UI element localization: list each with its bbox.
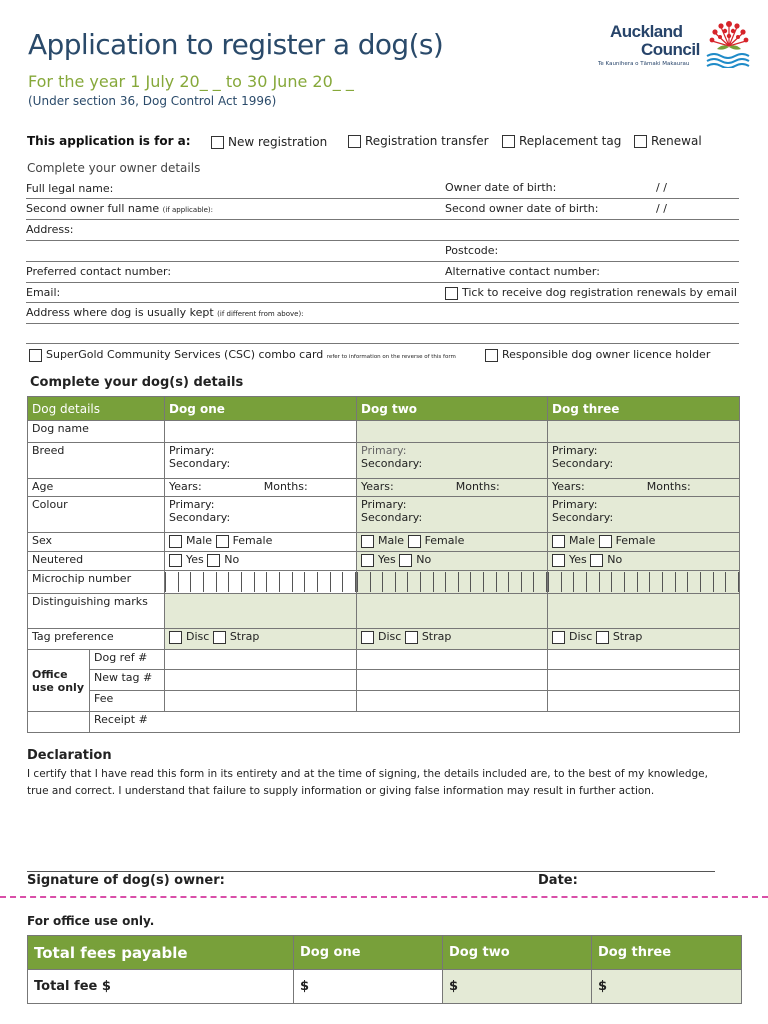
- tag-field: [548, 629, 740, 650]
- sex-field: [165, 533, 357, 552]
- logo-tagline: Te Kaunihera o Tāmaki Makaurau: [598, 61, 690, 67]
- label-note: (if different from above):: [217, 310, 304, 318]
- fee-dog-three: $: [592, 970, 742, 1004]
- dog-name-field[interactable]: [548, 421, 740, 443]
- disc-label: Disc: [569, 630, 593, 643]
- yes-label: Yes: [569, 553, 587, 566]
- male-label: Male: [569, 534, 596, 547]
- row-neutered: [28, 552, 740, 571]
- colour-field[interactable]: [165, 497, 357, 533]
- secondary-label: Secondary:: [169, 457, 231, 470]
- logo-word-1: Auckland: [610, 22, 683, 41]
- male-label: Male: [378, 534, 405, 547]
- row-marks: [28, 594, 740, 629]
- sex-field: [357, 533, 548, 552]
- total-fee-label: Total fee $: [28, 970, 294, 1004]
- checkbox[interactable]: [29, 349, 42, 362]
- office-field: [357, 670, 548, 691]
- application-type-label: This application is for a:: [27, 134, 191, 148]
- contact-number-label: Preferred contact number:: [26, 265, 172, 278]
- row-office-receipt: [28, 712, 740, 733]
- primary-label: Primary:: [361, 444, 407, 457]
- months-label: Months:: [646, 480, 691, 493]
- secondary-label: Secondary:: [361, 511, 423, 524]
- strap-checkbox[interactable]: [213, 631, 226, 644]
- owner-dob-label: Owner date of birth:: [445, 181, 557, 194]
- option-label: SuperGold Community Services (CSC) combo card: [46, 348, 324, 361]
- row-office-fee: [28, 691, 740, 712]
- disc-label: Disc: [186, 630, 210, 643]
- divider: [26, 343, 739, 344]
- row-label: Tag preference: [28, 629, 165, 650]
- primary-label: Primary:: [552, 498, 598, 511]
- label-note: (if applicable):: [162, 206, 213, 214]
- marks-field[interactable]: [357, 594, 548, 629]
- divider: [26, 219, 739, 220]
- strap-label: Strap: [421, 630, 452, 643]
- pohutukawa-flower-icon: [703, 16, 755, 68]
- divider: [26, 323, 739, 324]
- option-new-registration[interactable]: [211, 135, 327, 149]
- female-label: Female: [232, 534, 273, 547]
- years-label: Years:: [169, 480, 202, 493]
- option-registration-transfer[interactable]: [348, 134, 489, 148]
- age-field[interactable]: [357, 479, 548, 497]
- signature-label: Signature of dog(s) owner:: [27, 873, 225, 888]
- yes-checkbox[interactable]: [361, 554, 374, 567]
- address-label: Address:: [26, 223, 74, 236]
- label-text: Second owner full name: [26, 202, 160, 215]
- option-replacement-tag[interactable]: [502, 134, 621, 148]
- logo-word-2: Council: [641, 40, 700, 59]
- row-label: Sex: [28, 533, 165, 552]
- kept-address-label: [26, 306, 304, 319]
- microchip-digit-boxes[interactable]: [165, 572, 356, 592]
- fees-col-dog-three: Dog three: [592, 936, 742, 970]
- age-field[interactable]: [548, 479, 740, 497]
- age-field[interactable]: [165, 479, 357, 497]
- primary-label: Primary:: [552, 444, 598, 457]
- row-sex: [28, 533, 740, 552]
- row-label: Breed: [28, 443, 165, 479]
- email-label: Email:: [26, 286, 61, 299]
- office-field: [165, 691, 357, 712]
- declaration-heading: Declaration: [27, 748, 112, 763]
- fees-col-dog-one: Dog one: [294, 936, 443, 970]
- row-colour: [28, 497, 740, 533]
- legal-note: (Under section 36, Dog Control Act 1996): [28, 94, 277, 108]
- owner-dob-slashes: / /: [656, 181, 667, 194]
- checkbox[interactable]: [211, 136, 224, 149]
- colour-field[interactable]: [357, 497, 548, 533]
- no-label: No: [224, 553, 240, 566]
- female-label: Female: [424, 534, 465, 547]
- office-field: [548, 650, 740, 670]
- office-field: [357, 691, 548, 712]
- neutered-field: [357, 552, 548, 571]
- row-office-dog-ref: [28, 650, 740, 670]
- disc-checkbox[interactable]: [552, 631, 565, 644]
- male-checkbox[interactable]: [169, 535, 182, 548]
- divider: [26, 282, 739, 283]
- option-label: Replacement tag: [519, 134, 622, 148]
- no-checkbox[interactable]: [207, 554, 220, 567]
- microchip-digit-boxes[interactable]: [357, 572, 547, 592]
- page-title: Application to register a dog(s): [28, 28, 444, 61]
- row-label: Colour: [28, 497, 165, 533]
- checkbox[interactable]: [634, 135, 647, 148]
- no-checkbox[interactable]: [399, 554, 412, 567]
- col-dog-two: Dog two: [357, 397, 548, 421]
- row-label: Microchip number: [28, 571, 165, 594]
- fee-dog-two: $: [443, 970, 592, 1004]
- date-label: Date:: [538, 873, 578, 888]
- label-text: Address where dog is usually kept: [26, 306, 214, 319]
- checkbox[interactable]: [445, 287, 458, 300]
- strap-label: Strap: [612, 630, 643, 643]
- female-checkbox[interactable]: [216, 535, 229, 548]
- office-use-heading: For office use only.: [27, 914, 155, 928]
- office-field: [548, 691, 740, 712]
- row-tag-preference: [28, 629, 740, 650]
- fees-title: Total fees payable: [28, 936, 294, 970]
- checkbox[interactable]: [348, 135, 361, 148]
- yes-checkbox[interactable]: [552, 554, 565, 567]
- primary-label: Primary:: [169, 444, 215, 457]
- option-label: Tick to receive dog registration renewals by email: [462, 286, 737, 299]
- disc-checkbox[interactable]: [169, 631, 182, 644]
- male-checkbox[interactable]: [552, 535, 565, 548]
- office-row-label: Receipt #: [90, 712, 740, 733]
- breed-field[interactable]: [357, 443, 548, 479]
- divider: [26, 261, 739, 262]
- col-dog-three: Dog three: [548, 397, 740, 421]
- checkbox[interactable]: [502, 135, 515, 148]
- office-row-label: Dog ref #: [90, 650, 165, 670]
- row-age: [28, 479, 740, 497]
- supergold-option[interactable]: [29, 348, 456, 362]
- disc-label: Disc: [378, 630, 402, 643]
- col-dog-one: Dog one: [165, 397, 357, 421]
- row-dog-name: [28, 421, 740, 443]
- option-note: refer to information on the reverse of this form: [326, 354, 456, 360]
- secondary-label: Secondary:: [552, 457, 614, 470]
- tag-field: [165, 629, 357, 650]
- marks-field[interactable]: [165, 594, 357, 629]
- row-label: Distinguishing marks: [28, 594, 165, 629]
- no-label: No: [607, 553, 623, 566]
- yes-label: Yes: [378, 553, 396, 566]
- office-field: [165, 650, 357, 670]
- primary-label: Primary:: [169, 498, 215, 511]
- microchip-digit-boxes[interactable]: [548, 572, 739, 592]
- owner-details-heading: Complete your owner details: [27, 161, 201, 175]
- email-renewal-option[interactable]: [445, 286, 737, 300]
- signature-line: [27, 871, 715, 872]
- alt-contact-number-label: Alternative contact number:: [445, 265, 600, 278]
- dog-name-field[interactable]: [357, 421, 548, 443]
- secondary-label: Secondary:: [552, 511, 614, 524]
- cut-line: [0, 896, 768, 898]
- option-label: New registration: [228, 135, 328, 149]
- row-label: Age: [28, 479, 165, 497]
- secondary-label: Secondary:: [169, 511, 231, 524]
- dog-details-heading: Complete your dog(s) details: [30, 375, 244, 390]
- row-label: Neutered: [28, 552, 165, 571]
- microchip-field[interactable]: [548, 571, 740, 594]
- postcode-label: Postcode:: [445, 244, 499, 257]
- divider: [26, 198, 739, 199]
- fee-dog-one: $: [294, 970, 443, 1004]
- no-checkbox[interactable]: [590, 554, 603, 567]
- months-label: Months:: [263, 480, 308, 493]
- second-owner-name-label: [26, 202, 213, 215]
- neutered-field: [165, 552, 357, 571]
- row-label: Dog name: [28, 421, 165, 443]
- office-field: [357, 650, 548, 670]
- colour-field[interactable]: [548, 497, 740, 533]
- neutered-field: [548, 552, 740, 571]
- fees-header-row: [28, 936, 742, 970]
- row-microchip: [28, 571, 740, 594]
- licence-holder-option[interactable]: [485, 348, 710, 362]
- office-use-label: Office use only: [28, 650, 90, 712]
- table-header-row: [28, 397, 740, 421]
- sex-field: [548, 533, 740, 552]
- divider: [26, 302, 739, 303]
- female-checkbox[interactable]: [408, 535, 421, 548]
- row-breed: [28, 443, 740, 479]
- office-row-label: New tag #: [90, 670, 165, 691]
- no-label: No: [416, 553, 432, 566]
- primary-label: Primary:: [361, 498, 407, 511]
- col-dog-details: Dog details: [28, 397, 165, 421]
- strap-checkbox[interactable]: [405, 631, 418, 644]
- full-name-label: Full legal name:: [26, 182, 114, 195]
- yes-checkbox[interactable]: [169, 554, 182, 567]
- female-checkbox[interactable]: [599, 535, 612, 548]
- secondary-label: Secondary:: [361, 457, 423, 470]
- microchip-field[interactable]: [165, 571, 357, 594]
- checkbox[interactable]: [485, 349, 498, 362]
- row-office-new-tag: [28, 670, 740, 691]
- yes-label: Yes: [186, 553, 204, 566]
- years-label: Years:: [552, 480, 585, 493]
- year-subtitle: For the year 1 July 20_ _ to 30 June 20_ _: [28, 72, 354, 91]
- office-row-label: Fee: [90, 691, 165, 712]
- male-label: Male: [186, 534, 213, 547]
- dog-name-field[interactable]: [165, 421, 357, 443]
- office-field: [548, 670, 740, 691]
- option-label: Registration transfer: [365, 134, 489, 148]
- option-label: Renewal: [651, 134, 702, 148]
- fees-table: [27, 935, 742, 1004]
- tag-field: [357, 629, 548, 650]
- option-renewal[interactable]: [634, 134, 702, 148]
- microchip-field[interactable]: [357, 571, 548, 594]
- dog-details-table: [27, 396, 740, 733]
- months-label: Months:: [455, 480, 500, 493]
- auckland-council-logo: [598, 16, 756, 72]
- second-owner-dob-slashes: / /: [656, 202, 667, 215]
- office-field: [165, 670, 357, 691]
- female-label: Female: [615, 534, 656, 547]
- fees-col-dog-two: Dog two: [443, 936, 592, 970]
- breed-field[interactable]: [165, 443, 357, 479]
- years-label: Years:: [361, 480, 394, 493]
- male-checkbox[interactable]: [361, 535, 374, 548]
- divider: [26, 240, 739, 241]
- strap-label: Strap: [229, 630, 260, 643]
- declaration-text: I certify that I have read this form in its entirety and at the time of signing, the details included are, to the best of my knowledge, true and correct. I understand that failure to supply information or giving false information may result in further action.: [27, 768, 708, 797]
- breed-field[interactable]: [548, 443, 740, 479]
- disc-checkbox[interactable]: [361, 631, 374, 644]
- office-spacer: [28, 712, 90, 733]
- fees-total-row: [28, 970, 742, 1004]
- second-owner-dob-label: Second owner date of birth:: [445, 202, 599, 215]
- strap-checkbox[interactable]: [596, 631, 609, 644]
- marks-field[interactable]: [548, 594, 740, 629]
- option-label: Responsible dog owner licence holder: [502, 348, 711, 361]
